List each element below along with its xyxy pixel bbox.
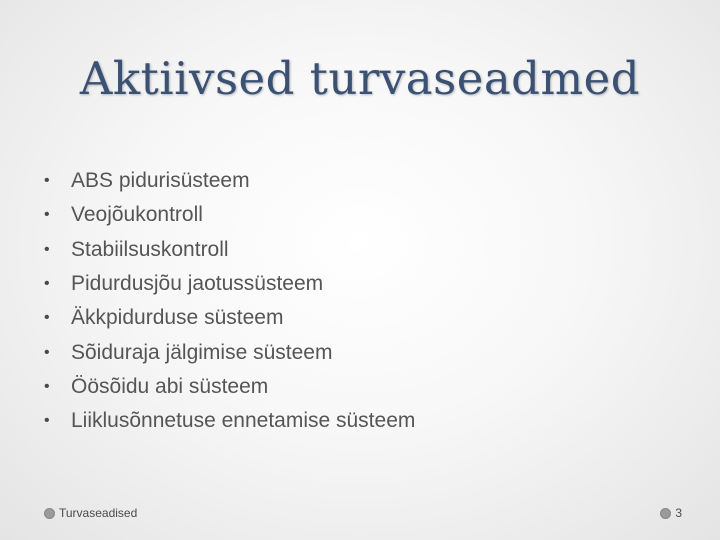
bullet-dot-icon: • (44, 412, 50, 430)
bullet-dot-icon: • (44, 240, 50, 258)
list-item (44, 267, 415, 301)
bullet-text: Öösõidu abi süsteem (71, 374, 269, 398)
circle-icon (44, 508, 55, 519)
bullet-text: Veojõukontroll (71, 203, 203, 227)
bullet-text: Stabiilsuskontroll (71, 237, 229, 261)
bullet-list (44, 164, 415, 438)
bullet-dot-icon: • (44, 343, 50, 361)
list-item (44, 164, 415, 198)
slide-title: Aktiivsed turvaseadmed (79, 52, 641, 105)
footer-right (660, 506, 682, 520)
list-item (44, 370, 415, 404)
bullet-text: Pidurdusjõu jaotussüsteem (71, 272, 324, 296)
bullet-text: Äkkpidurduse süsteem (71, 306, 284, 330)
list-item (44, 404, 415, 438)
list-item (44, 198, 415, 232)
bullet-text: ABS pidurisüsteem (71, 169, 250, 193)
bullet-dot-icon: • (44, 172, 50, 190)
footer-title: Turvaseadised (59, 506, 138, 520)
bullet-dot-icon: • (44, 377, 50, 395)
list-item (44, 335, 415, 369)
footer-left (44, 506, 137, 520)
bullet-dot-icon: • (44, 275, 50, 293)
list-item (44, 301, 415, 335)
bullet-dot-icon: • (44, 309, 50, 327)
bullet-text: Sõiduraja jälgimise süsteem (71, 340, 333, 364)
page-number: 3 (675, 506, 682, 520)
bullet-text: Liiklusõnnetuse ennetamise süsteem (71, 409, 416, 433)
list-item (44, 233, 415, 267)
bullet-dot-icon: • (44, 206, 50, 224)
circle-icon (660, 508, 671, 519)
